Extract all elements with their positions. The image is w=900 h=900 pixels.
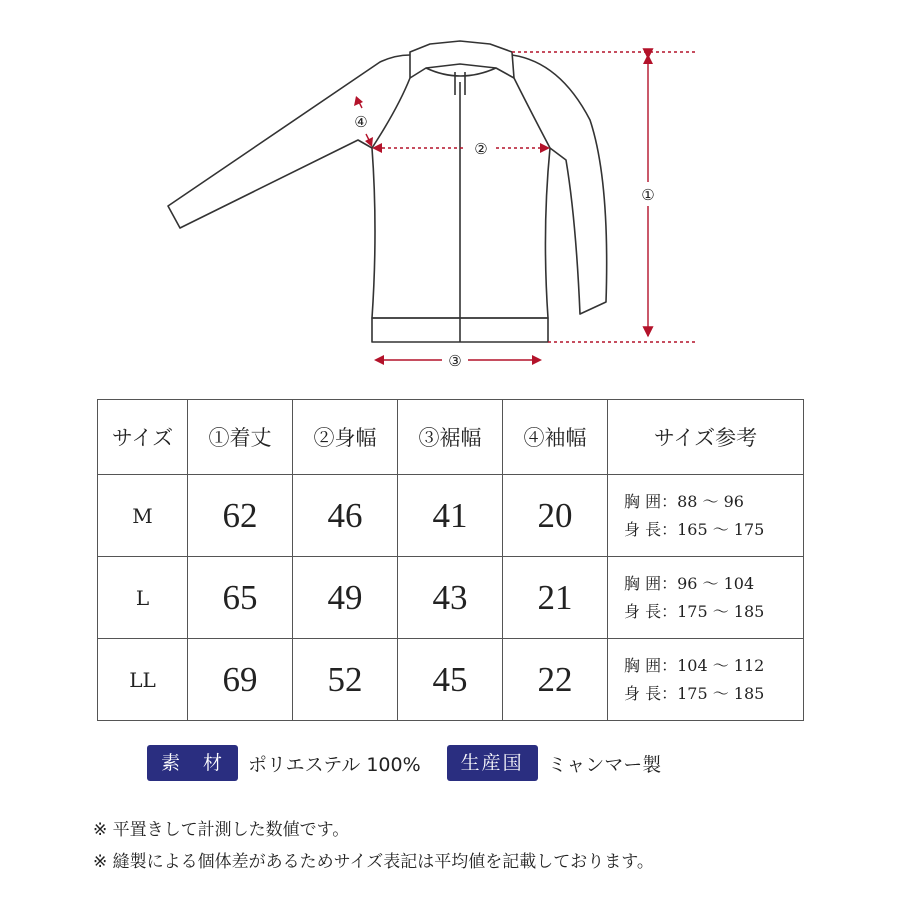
header-sleeve-width: ④袖幅 xyxy=(503,400,608,475)
header-length: ①着丈 xyxy=(188,400,293,475)
value-cell: 45 xyxy=(398,639,503,721)
value-cell: 49 xyxy=(293,557,398,639)
value-cell: 43 xyxy=(398,557,503,639)
value-cell: 65 xyxy=(188,557,293,639)
measurement-labels xyxy=(354,113,654,370)
table-row xyxy=(98,475,804,557)
product-info xyxy=(147,745,661,781)
header-body-width: ②身幅 xyxy=(293,400,398,475)
reference-chest: 胸 囲：96 ～ 104 xyxy=(624,573,755,593)
header-size-reference: サイズ参考 xyxy=(608,400,804,475)
value-cell: 21 xyxy=(503,557,608,639)
value-cell: 46 xyxy=(293,475,398,557)
reference-height: 身 長：175 ～ 185 xyxy=(624,683,765,703)
material-value: ポリエステル 100% xyxy=(248,753,421,776)
label-width: ② xyxy=(474,140,488,158)
reference-cell xyxy=(608,475,804,557)
material-badge: 素 材 xyxy=(147,745,238,781)
value-cell: 22 xyxy=(503,639,608,721)
header-size: サイズ xyxy=(98,400,188,475)
header-hem-width: ③裾幅 xyxy=(398,400,503,475)
value-cell: 20 xyxy=(503,475,608,557)
reference-chest: 胸 囲：88 ～ 96 xyxy=(624,491,744,511)
table-row xyxy=(98,557,804,639)
jacket-diagram xyxy=(0,0,900,380)
jacket-outline xyxy=(168,41,607,342)
value-cell: 52 xyxy=(293,639,398,721)
origin-badge: 生産国 xyxy=(447,745,538,781)
size-table xyxy=(97,399,804,721)
size-cell: M xyxy=(98,475,188,557)
note-variation: ※ 縫製による個体差があるためサイズ表記は平均値を記載しております。 xyxy=(93,852,654,872)
value-cell: 69 xyxy=(188,639,293,721)
reference-height: 身 長：175 ～ 185 xyxy=(624,601,765,621)
reference-cell xyxy=(608,557,804,639)
table-row xyxy=(98,639,804,721)
size-cell: L xyxy=(98,557,188,639)
reference-height: 身 長：165 ～ 175 xyxy=(624,519,765,539)
reference-cell xyxy=(608,639,804,721)
note-measurement: ※ 平置きして計測した数値です。 xyxy=(93,820,350,840)
label-length: ① xyxy=(641,186,655,204)
label-sleeve: ④ xyxy=(354,113,368,131)
table-header-row xyxy=(98,400,804,475)
size-cell: LL xyxy=(98,639,188,721)
label-hem: ③ xyxy=(448,352,462,370)
value-cell: 41 xyxy=(398,475,503,557)
reference-chest: 胸 囲：104 ～ 112 xyxy=(624,655,765,675)
value-cell: 62 xyxy=(188,475,293,557)
origin-value: ミャンマー製 xyxy=(547,753,662,776)
